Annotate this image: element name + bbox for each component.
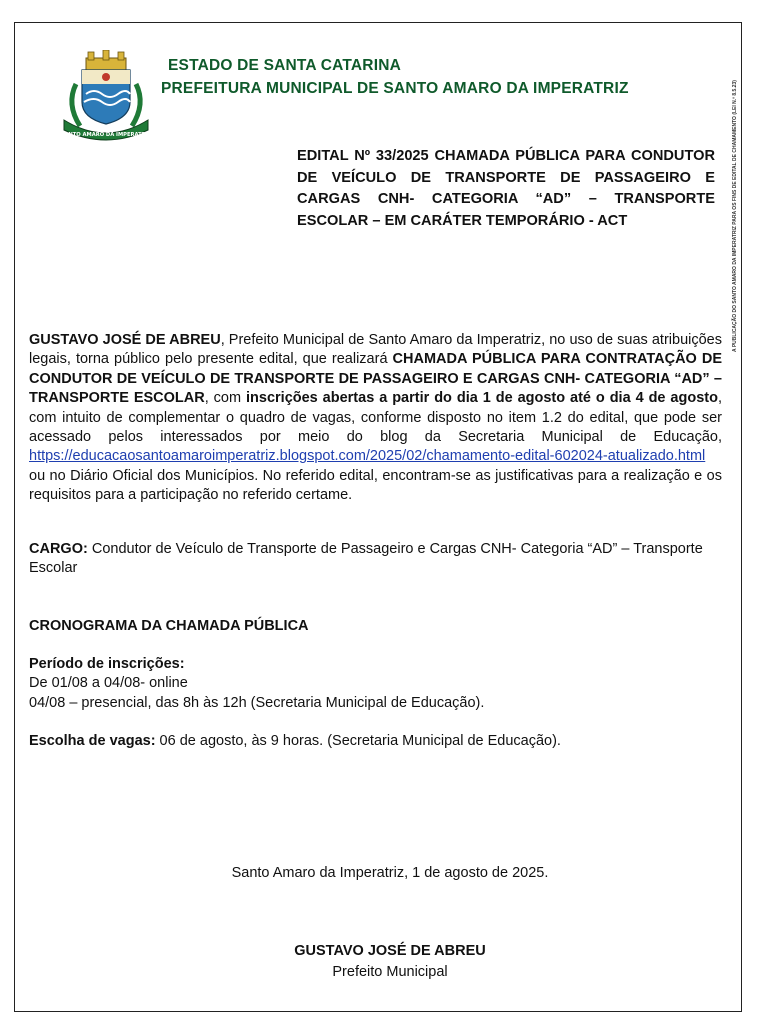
- municipal-coat-of-arms: [56, 50, 156, 142]
- periodo-line-1: De 01/08 a 04/08- online: [29, 675, 188, 692]
- prefeitura-heading: PREFEITURA MUNICIPAL DE SANTO AMARO DA IMPERATRIZ: [161, 80, 629, 97]
- intro-paragraph: [29, 331, 722, 506]
- state-heading: ESTADO DE SANTA CATARINA: [168, 57, 401, 74]
- escolha-text: 06 de agosto, às 9 horas. (Secretaria Municipal de Educação).: [155, 733, 561, 749]
- intro-text-2: , com: [204, 390, 247, 407]
- edital-link[interactable]: https://educacaosantoamaroimperatriz.blogspot.com/2025/02/chamamento-edital-602024-atualizado.html: [29, 448, 706, 465]
- cronograma-title: CRONOGRAMA DA CHAMADA PÚBLICA: [29, 618, 309, 634]
- intro-text-4: ou no Diário Oficial dos Municípios. No referido edital, encontram-se as justificativas para a realização e os requisitos para a participação no referido certame.: [29, 467, 722, 504]
- intro-bold-call: CHAMADA PÚBLICA PARA CONTRATAÇÃO DE CONDUTOR DE VEÍCULO DE TRANSPORTE DE PASSAGEIRO E CARGAS CNH- CATEGORIA “AD” – TRANSPORTE ESCOLAR: [29, 351, 722, 407]
- cargo-paragraph: [29, 540, 722, 579]
- intro-text-1: , Prefeito Municipal de Santo Amaro da Imperatriz, no uso de suas atribuições legais, torna público pelo presente edital, que realizará: [29, 332, 722, 368]
- escolha-label: Escolha de vagas:: [29, 733, 156, 749]
- crest-ribbon-text: SANTO AMARO DA IMPERATRIZ: [60, 132, 152, 138]
- intro-bold-dates: inscrições abertas a partir do dia 1 de agosto até o dia 4 de agosto: [246, 390, 718, 407]
- signer-name: GUSTAVO JOSÉ DE ABREU: [294, 943, 486, 959]
- signer-role: Prefeito Municipal: [332, 964, 448, 980]
- periodo-section: [29, 655, 722, 713]
- intro-text-3: , com intuito de complementar o quadro de vagas, conforme disposto no item 1.2 do edital, que pode ser acessado pelos interessados por meio do blog da Secretaria Municipal de Educação,: [29, 390, 722, 446]
- mayor-name: GUSTAVO JOSÉ DE ABREU: [29, 332, 221, 348]
- escolha-section: [29, 732, 722, 751]
- side-publication-note: A PUBLICAÇÃO DO SANTO AMARO DA IMPERATRIZ PARA OS FINS DE EDITAL DE CHAMAMENTO (LEI N.º 8.5.23): [732, 80, 738, 352]
- date-line: Santo Amaro da Imperatriz, 1 de agosto de 2025.: [231, 865, 549, 881]
- periodo-line-2: 04/08 – presencial, das 8h às 12h (Secretaria Municipal de Educação).: [29, 694, 485, 711]
- periodo-label: Período de inscrições:: [29, 656, 185, 672]
- cargo-label: CARGO:: [29, 541, 88, 557]
- cargo-text: Condutor de Veículo de Transporte de Passageiro e Cargas CNH- Categoria “AD” – Transporte Escolar: [29, 541, 703, 577]
- edital-title: EDITAL Nº 33/2025 CHAMADA PÚBLICA PARA CONDUTOR DE VEÍCULO DE TRANSPORTE DE PASSAGEIRO E CARGAS CNH- CATEGORIA “AD” – TRANSPORTE ESCOLAR – EM CARÁTER TEMPORÁRIO - ACT: [297, 148, 715, 229]
